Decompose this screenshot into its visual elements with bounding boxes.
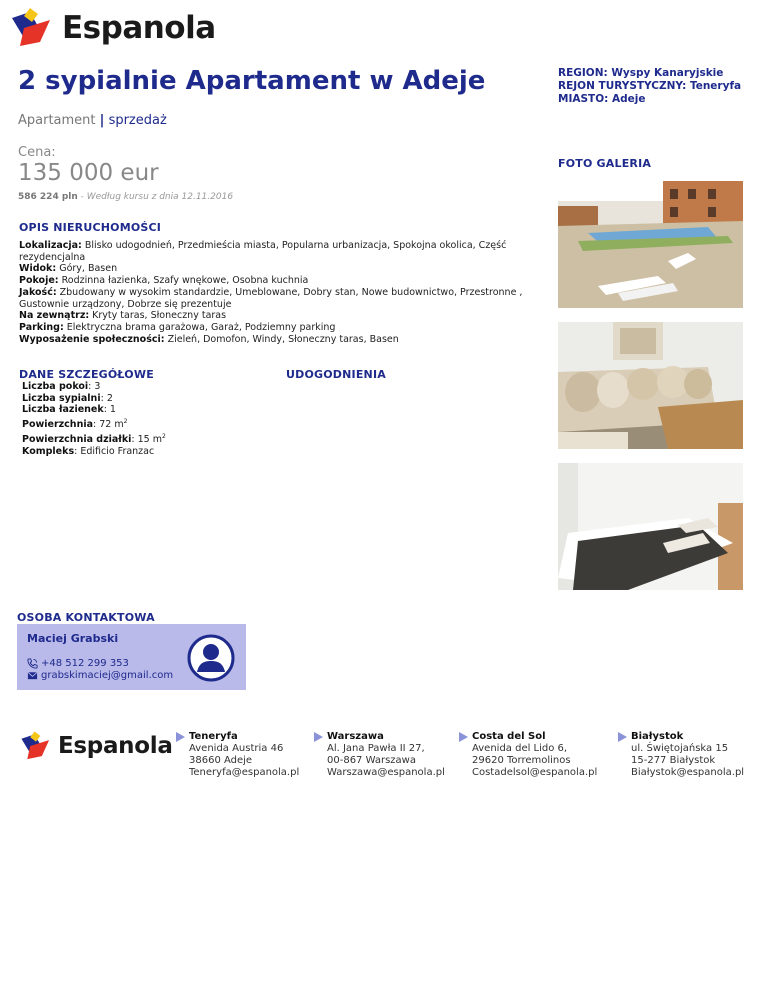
description-list — [19, 240, 534, 345]
triangle-bullet-icon — [618, 732, 627, 742]
property-type: Apartament — [18, 113, 96, 128]
espanola-logo-mark — [10, 8, 54, 48]
contact-phone-link[interactable] — [27, 658, 129, 669]
details-row: Liczba pokoi: 3 — [22, 381, 101, 392]
pool-photo — [558, 181, 743, 308]
description-row: Pokoje: Rodzinna łazienka, Szafy wnękowe, Osobna kuchnia — [19, 275, 309, 287]
office-address: Avenida del Lido 6, — [472, 743, 568, 754]
office-city: 29620 Torremolinos — [472, 755, 571, 766]
office-name: Białystok — [631, 731, 684, 742]
description-row: Wyposażenie społeczności: Zieleń, Domofon, Windy, Słoneczny taras, Basen — [19, 333, 399, 345]
office-teneryfa — [189, 731, 299, 779]
contact-email-link[interactable] — [27, 670, 173, 681]
office-address: Avenida Austria 46 — [189, 743, 284, 754]
office-city: 15-277 Białystok — [631, 755, 716, 766]
details-row: Kompleks: Edificio Franzac — [22, 445, 155, 457]
gallery-photo-pool[interactable] — [558, 181, 743, 308]
office-name: Warszawa — [327, 731, 384, 742]
details-row: Powierzchnia: 72 $m^2$ — [22, 418, 128, 431]
price-label: Cena: — [18, 145, 56, 160]
description-row: Widok: Góry, Basen — [19, 263, 118, 275]
property-type-line — [18, 113, 167, 128]
contact-name: Maciej Grabski — [27, 632, 119, 645]
description-row: Na zewnątrz: Kryty taras, Słoneczny taras — [19, 310, 227, 322]
region-text: REGION: Wyspy Kanaryjskie — [558, 67, 724, 79]
logo-wordmark: Espanola — [58, 733, 173, 759]
details-list — [22, 381, 166, 458]
location-info — [558, 67, 741, 106]
description-row: Lokalizacja: Blisko udogodnień, Przedmieścia miasta, Popularna urbanizacja, Spokojna okolica, Część rezydencjalna — [19, 240, 507, 263]
deal-type-link[interactable]: sprzedaż — [108, 113, 167, 128]
triangle-bullet-icon — [459, 732, 468, 742]
tourist-region-text: REJON TURYSTYCZNY: Teneryfa — [558, 80, 742, 92]
office-bialystok — [631, 731, 744, 779]
office-name: Teneryfa — [189, 731, 238, 742]
city-text: MIASTO: Adeje — [558, 93, 646, 105]
office-email[interactable]: Costadelsol@espanola.pl — [472, 767, 598, 778]
details-row: Powierzchnia działki: 15 $m^2$ — [22, 432, 166, 446]
price-note: - Według kursu z dnia 12.11.2016 — [77, 192, 234, 202]
office-email[interactable]: Warszawa@espanola.pl — [327, 767, 445, 778]
contact-email: grabskimaciej@gmail.com — [41, 670, 174, 681]
office-costa-del-sol — [472, 731, 597, 779]
envelope-icon — [27, 670, 38, 681]
office-name: Costa del Sol — [472, 731, 546, 742]
office-address: ul. Świętojańska 15 — [631, 743, 729, 754]
espanola-logo-mark — [20, 731, 52, 761]
type-separator: | — [99, 113, 105, 128]
header-logo[interactable] — [10, 8, 216, 48]
details-row: Liczba łazienek: 1 — [22, 404, 116, 416]
description-row: Jakość: Zbudowany w wysokim standardzie, Umeblowane, Dobry stan, Nowe budownictwo, Przestronne , Gustownie urządzony, Dobrze się prezentuje — [19, 286, 523, 310]
triangle-bullet-icon — [176, 732, 185, 742]
contact-card — [17, 624, 246, 690]
office-city: 38660 Adeje — [189, 755, 253, 766]
gallery-photo-bedroom[interactable] — [558, 463, 743, 590]
triangle-bullet-icon — [314, 732, 323, 742]
footer-logo[interactable] — [20, 731, 173, 761]
bedroom-photo — [558, 463, 743, 590]
description-row: Parking: Elektryczna brama garażowa, Garaż, Podziemny parking — [19, 321, 336, 333]
gallery-heading: FOTO GALERIA — [558, 157, 652, 170]
gallery-photo-living-room[interactable] — [558, 322, 743, 449]
office-city: 00-867 Warszawa — [327, 755, 416, 766]
office-address: Al. Jana Pawła II 27, — [327, 743, 425, 754]
living-room-photo — [558, 322, 743, 449]
logo-wordmark: Espanola — [62, 10, 216, 46]
price-pln-line — [18, 192, 233, 202]
price-value: 135 000 eur — [18, 160, 159, 186]
contact-phone: +48 512 299 353 — [41, 658, 129, 669]
phone-icon — [27, 658, 38, 669]
office-email[interactable]: Białystok@espanola.pl — [631, 767, 745, 778]
office-warszawa — [327, 731, 445, 779]
details-heading: DANE SZCZEGÓŁOWE — [19, 368, 154, 381]
office-email[interactable]: Teneryfa@espanola.pl — [189, 767, 300, 778]
price-pln: 586 224 pln — [18, 192, 78, 202]
contact-heading: OSOBA KONTAKTOWA — [17, 611, 155, 624]
details-row: Liczba sypialni: 2 — [22, 392, 113, 404]
page-title: 2 sypialnie Apartament w Adeje — [18, 66, 486, 96]
amenities-heading: UDOGODNIENIA — [286, 368, 386, 381]
avatar — [187, 634, 235, 682]
description-heading: OPIS NIERUCHOMOŚCI — [19, 221, 162, 234]
